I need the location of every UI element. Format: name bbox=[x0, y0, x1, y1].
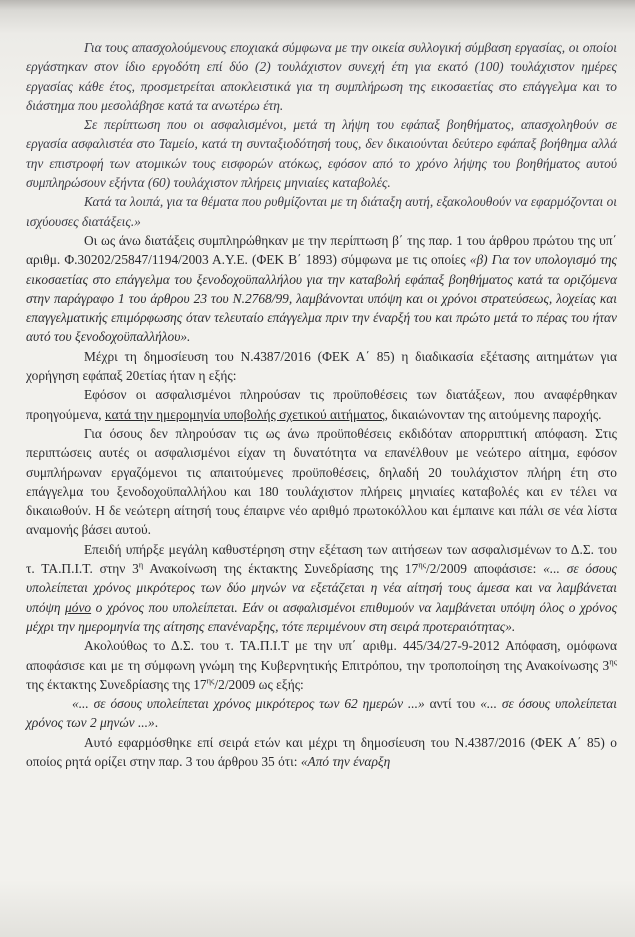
paragraph-text: Μέχρι τη δημοσίευση του Ν.4387/2016 (ΦΕΚ Α΄ 85) η διαδικασία εξέτασης αιτημάτων για χορήγηση εφάπαξ 20ετίας ήταν η εξής: bbox=[26, 348, 617, 384]
ordinal-superscript: ης bbox=[206, 675, 215, 686]
paragraph-board-decision-2009 bbox=[26, 540, 617, 636]
underlined-phrase: κατά την ημερομηνία υποβολής σχετικού αιτήματος bbox=[104, 406, 385, 422]
paragraph-other-provisions bbox=[26, 192, 617, 231]
paragraph-rejections bbox=[26, 424, 617, 540]
ordinal-superscript: ης bbox=[418, 559, 426, 570]
paragraph-text: Αυτό εφαρμόσθηκε επί σειρά ετών και μέχρι τη δημοσίευση του Ν.4387/2016 (ΦΕΚ Α΄ 85) ο οποίος ρητά ορίζει στην παρ. 3 του άρθρου 35 ότι: bbox=[26, 734, 617, 769]
paragraph-text: /2/2009 ως εξής: bbox=[214, 676, 304, 692]
paragraph-text: /2/2009 αποφάσισε: bbox=[426, 561, 544, 577]
paragraph-board-decision-2012 bbox=[26, 636, 617, 694]
paragraph-text: Ακολούθως το Δ.Σ. του τ. ΤΑ.Π.Ι.Τ με την υπ΄ αριθμ. 445/34/27-9-2012 Απόφαση, ομόφωνα αποφάσισε και με τη σύμφωνη γνώμη της Κυβερνητικής Επιτρόπου, την τροποποίηση της Ανακοίνωσης 3 bbox=[26, 638, 617, 673]
paragraph-text: αντί του bbox=[424, 696, 481, 712]
paragraph-supplementary-provisions bbox=[26, 231, 617, 347]
paragraph-text: Εφόσον οι ασφαλισμένοι πληρούσαν τις προϋποθέσεις των διατάξεων, που αναφέρθηκαν προηγούμενα, bbox=[26, 387, 617, 422]
ordinal-superscript: η bbox=[138, 559, 144, 570]
paragraph-text: Σε περίπτωση που οι ασφαλισμένοι, μετά τη λήψη του εφάπαξ βοηθήματος, απασχοληθούν σε εργασία ασφαλιστέα στο Ταμείο, κατά τη συνταξιοδότησή τους, δεν δικαιούνται δεύτερο εφάπαξ βοήθημα αλλά την επιστροφή των ατομικών τους εισφορών ατόκως, εφόσον από το χρόνο λήψης του βοηθήματος αυτού συμπληρώσουν εξήντα (60) τουλάχιστον πλήρεις μηνιαίες καταβολές. bbox=[26, 117, 617, 191]
quoted-decision: ο χρόνος που υπολείπεται. Εάν οι ασφαλισμένοι επιθυμούν να λαμβάνεται υπόψη όλος ο χρόνος μέχρι την ημερομηνία της αίτησης επανέναρξης, τότε περιμένουν στη σειρά προτεραιότητας». bbox=[26, 599, 617, 634]
quoted-old-text: «... σε όσους υπολείπεται χρόνος των 2 μηνών ...» bbox=[26, 696, 617, 731]
paragraph-text: της έκτακτης Συνεδρίασης της 17 bbox=[26, 676, 207, 692]
paragraph-second-lump-sum bbox=[26, 115, 617, 192]
quoted-new-text: «... σε όσους υπολείπεται χρόνος μικρότερος των 62 ημερών ...» bbox=[72, 696, 425, 712]
paragraph-text: Ανακοίνωση της έκτακτης Συνεδρίασης της 17 bbox=[143, 561, 419, 577]
paragraph-lead-text: Οι ως άνω διατάξεις συμπληρώθηκαν με την περίπτωση β΄ της παρ. 1 του άρθρου πρώτου της υπ΄ αριθμ. Φ.30202/25847/1194/2003 Α.Υ.Ε. (ΦΕΚ Β΄ 1893) σύμφωνα με τις οποίες bbox=[26, 232, 617, 268]
paragraph-seasonal-workers bbox=[26, 38, 617, 115]
quoted-decision: «... σε όσους υπολείπεται χρόνος μικρότερος των δύο μηνών να εξετάζεται η νέα αίτησή τους άμεσα και να λαμβάνεται υπόψη bbox=[26, 561, 617, 615]
paragraph-amendment-quote bbox=[26, 694, 617, 733]
quoted-law: «Από την έναρξη bbox=[300, 753, 391, 769]
quoted-provision: «β) Για τον υπολογισμό της εικοσαετίας στο επάγγελμα του ξενοδοχοϋπαλλήλου για την καταβολή εφάπαξ βοηθήματος κατά τα οριζόμενα στην παράγραφο 1 του άρθρου 23 του Ν.2768/99, λαμβάνονται υπόψη και οι χρόνοι στρατεύσεως, λοχείας και επαγγελματικής επιμόρφωσης όταν τελευταίο επάγγελμα πριν την έναρξή του και πρώτο μετά το πέρας του ήταν αυτό του ξενοδοχοϋπαλλήλου». bbox=[26, 252, 617, 345]
paragraph-law-4387 bbox=[26, 733, 617, 772]
ordinal-superscript: ης bbox=[609, 656, 617, 667]
paragraph-eligibility bbox=[26, 385, 617, 424]
paragraph-text: . bbox=[154, 715, 159, 731]
underlined-word: μόνο bbox=[65, 599, 92, 615]
paragraph-text: Κατά τα λοιπά, για τα θέματα που ρυθμίζονται με τη διάταξη αυτή, εξακολουθούν να εφαρμόζονται οι ισχύουσες διατάξεις.» bbox=[26, 194, 617, 229]
paragraph-procedure-intro bbox=[26, 347, 617, 386]
paragraph-text: , δικαιώνονταν της αιτούμενης παροχής. bbox=[384, 406, 602, 422]
paragraph-text: Για όσους δεν πληρούσαν τις ως άνω προϋποθέσεις εκδιδόταν απορριπτική απόφαση. Στις περιπτώσεις αυτές οι ασφαλισμένοι είχαν τη δυνατότητα να επανέλθουν με νεώτερο αίτημα, εφόσον συμπλήρωναν εργαζόμενοι τις απαιτούμενες προϋποθέσεις, δηλαδή 20 τουλάχιστον πλήρη έτη στο επάγγελμα του ξενοδοχοϋπαλλήλου και 180 τουλάχιστον πλήρεις μηνιαίες καταβολές και εν τέλει να δικαιωθούν. Η δε νεώτερη αίτησή τους έπαιρνε νέο αριθμό πρωτοκόλλου και έμπαινε και πάλι σε νέα λίστα αναμονής βάσει αυτού. bbox=[26, 425, 617, 538]
paragraph-text: Για τους απασχολούμενους εποχιακά σύμφωνα με την οικεία συλλογική σύμβαση εργασίας, οι οποίοι εργάστηκαν στον ίδιο εργοδότη επί δύο (2) τουλάχιστον συνεχή έτη για εκατό (100) τουλάχιστον ημέρες εργασίας κάθε έτος, προσμετρείται αποκλειστικά για τη συμπλήρωση της εικοσαετίας στο επάγγελμα και το διάστημα που μεσολάβησε κατά τα ανωτέρω έτη. bbox=[26, 40, 617, 113]
paragraph-text: Επειδή υπήρξε μεγάλη καθυστέρηση στην εξέταση των αιτήσεων των ασφαλισμένων το Δ.Σ. του τ. ΤΑ.Π.Ι.Τ. στην 3 bbox=[26, 541, 617, 577]
